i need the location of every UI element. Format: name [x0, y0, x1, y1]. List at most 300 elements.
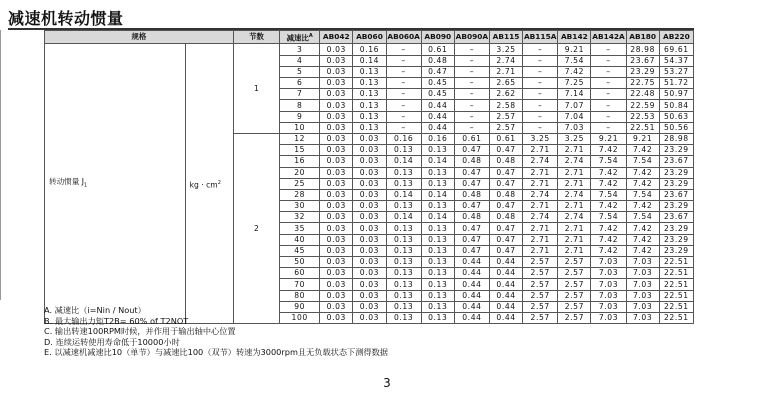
value-cell: 7.03 — [626, 279, 659, 290]
footnote: D. 连续运转使用寿命低于10000小时 — [44, 336, 180, 347]
value-cell: 2.57 — [523, 257, 558, 268]
ratio-cell: 5 — [280, 66, 320, 77]
value-cell: – — [454, 122, 489, 133]
value-cell: 0.13 — [386, 312, 421, 323]
value-cell: 2.71 — [523, 167, 558, 178]
ratio-cell: 10 — [280, 122, 320, 133]
value-cell: 2.57 — [489, 122, 522, 133]
value-cell: 0.03 — [320, 201, 353, 212]
value-cell: 0.13 — [386, 279, 421, 290]
spec-label-sub: 1 — [84, 182, 88, 189]
value-cell: 0.13 — [386, 223, 421, 234]
value-cell: 0.03 — [353, 301, 386, 312]
value-cell: 0.61 — [421, 44, 454, 55]
model-header: AB090 — [421, 31, 454, 44]
value-cell: 0.13 — [421, 234, 454, 245]
value-cell: 7.03 — [626, 312, 659, 323]
model-header: AB042 — [320, 31, 353, 44]
value-cell: 0.03 — [320, 133, 353, 144]
value-cell: 2.62 — [489, 89, 522, 100]
inertia-table — [44, 30, 694, 324]
value-cell: 22.51 — [659, 268, 693, 279]
value-cell: 0.03 — [320, 245, 353, 256]
value-cell: – — [454, 78, 489, 89]
value-cell: 7.03 — [591, 279, 626, 290]
value-cell: 0.44 — [489, 279, 522, 290]
value-cell: 22.51 — [659, 312, 693, 323]
value-cell: 0.03 — [353, 312, 386, 323]
value-cell: 2.57 — [523, 290, 558, 301]
value-cell: 0.44 — [421, 100, 454, 111]
value-cell: 0.03 — [320, 301, 353, 312]
value-cell: – — [454, 111, 489, 122]
value-cell: 0.47 — [454, 234, 489, 245]
value-cell: 23.67 — [659, 189, 693, 200]
value-cell: 22.51 — [626, 122, 659, 133]
value-cell: 0.44 — [489, 301, 522, 312]
value-cell: 22.51 — [659, 279, 693, 290]
value-cell: 0.03 — [320, 178, 353, 189]
table-row — [45, 44, 694, 55]
value-cell: 2.74 — [523, 156, 558, 167]
value-cell: 0.03 — [320, 212, 353, 223]
value-cell: 2.71 — [558, 201, 591, 212]
value-cell: 0.47 — [489, 234, 522, 245]
value-cell: 0.48 — [454, 212, 489, 223]
ratio-cell: 90 — [280, 301, 320, 312]
model-header: AB090A — [454, 31, 489, 44]
value-cell: – — [523, 78, 558, 89]
value-cell: 23.29 — [659, 234, 693, 245]
value-cell: 22.59 — [626, 100, 659, 111]
value-cell: 7.42 — [591, 178, 626, 189]
value-cell: 0.13 — [353, 89, 386, 100]
value-cell: 0.13 — [386, 178, 421, 189]
value-cell: 0.14 — [386, 156, 421, 167]
value-cell: 0.13 — [353, 111, 386, 122]
value-cell: 0.44 — [454, 301, 489, 312]
margin-rule — [0, 30, 1, 300]
value-cell: – — [454, 66, 489, 77]
value-cell: 0.44 — [489, 257, 522, 268]
value-cell: – — [523, 55, 558, 66]
value-cell: 7.54 — [591, 189, 626, 200]
value-cell: 0.14 — [386, 212, 421, 223]
value-cell: – — [454, 100, 489, 111]
table-header-row — [45, 31, 694, 44]
value-cell: – — [386, 66, 421, 77]
unit-sup: 2 — [217, 179, 221, 186]
value-cell: 2.65 — [489, 78, 522, 89]
value-cell: 0.13 — [421, 279, 454, 290]
value-cell: – — [386, 55, 421, 66]
ratio-cell: 80 — [280, 290, 320, 301]
ratio-cell: 15 — [280, 145, 320, 156]
value-cell: 0.14 — [421, 189, 454, 200]
value-cell: 7.03 — [591, 312, 626, 323]
value-cell: 22.51 — [659, 301, 693, 312]
footnote: C. 输出转速100RPM时候，并作用于输出轴中心位置 — [44, 326, 236, 336]
value-cell: 2.58 — [489, 100, 522, 111]
stage-cell: 2 — [233, 133, 279, 323]
value-cell: – — [386, 100, 421, 111]
value-cell: 0.13 — [421, 312, 454, 323]
value-cell: 2.57 — [523, 268, 558, 279]
value-cell: 2.71 — [523, 223, 558, 234]
value-cell: 0.13 — [386, 234, 421, 245]
value-cell: 3.25 — [558, 133, 591, 144]
value-cell: – — [591, 55, 626, 66]
value-cell: 0.48 — [489, 189, 522, 200]
value-cell: 0.47 — [421, 66, 454, 77]
value-cell: 0.44 — [454, 268, 489, 279]
value-cell: 50.97 — [659, 89, 693, 100]
value-cell: 0.44 — [454, 279, 489, 290]
value-cell: 7.03 — [626, 301, 659, 312]
value-cell: 2.74 — [558, 189, 591, 200]
value-cell: – — [386, 122, 421, 133]
value-cell: 2.57 — [523, 312, 558, 323]
value-cell: – — [386, 89, 421, 100]
value-cell: 7.42 — [591, 223, 626, 234]
table-body — [45, 44, 694, 324]
model-header: AB220 — [659, 31, 693, 44]
value-cell: – — [523, 122, 558, 133]
value-cell: 0.45 — [421, 89, 454, 100]
value-cell: 0.03 — [320, 257, 353, 268]
value-cell: 0.61 — [489, 133, 522, 144]
value-cell: 7.42 — [626, 245, 659, 256]
value-cell: 0.61 — [454, 133, 489, 144]
value-cell: 0.48 — [454, 189, 489, 200]
value-cell: 0.03 — [320, 122, 353, 133]
value-cell: 7.03 — [591, 257, 626, 268]
value-cell: 0.13 — [386, 145, 421, 156]
value-cell: 28.98 — [626, 44, 659, 55]
value-cell: 23.29 — [659, 245, 693, 256]
value-cell: 0.03 — [353, 212, 386, 223]
value-cell: 23.67 — [659, 212, 693, 223]
value-cell: 2.57 — [558, 257, 591, 268]
value-cell: – — [386, 111, 421, 122]
ratio-cell: 40 — [280, 234, 320, 245]
value-cell: 0.13 — [386, 167, 421, 178]
value-cell: 0.47 — [454, 178, 489, 189]
value-cell: 9.21 — [626, 133, 659, 144]
value-cell: 2.57 — [558, 279, 591, 290]
value-cell: 2.71 — [523, 178, 558, 189]
value-cell: 2.74 — [558, 212, 591, 223]
value-cell: – — [591, 66, 626, 77]
value-cell: 0.13 — [353, 66, 386, 77]
value-cell: – — [523, 111, 558, 122]
value-cell: 50.56 — [659, 122, 693, 133]
value-cell: – — [454, 55, 489, 66]
value-cell: 0.13 — [421, 257, 454, 268]
value-cell: 7.42 — [591, 201, 626, 212]
value-cell: 2.57 — [523, 279, 558, 290]
value-cell: 53.27 — [659, 66, 693, 77]
spec-label-cell — [45, 44, 186, 324]
value-cell: 7.42 — [626, 145, 659, 156]
value-cell: 0.14 — [353, 55, 386, 66]
value-cell: 0.44 — [454, 257, 489, 268]
ratio-cell: 30 — [280, 201, 320, 212]
value-cell: 2.71 — [558, 145, 591, 156]
value-cell: 0.13 — [386, 268, 421, 279]
model-header: AB180 — [626, 31, 659, 44]
value-cell: 7.54 — [591, 156, 626, 167]
ratio-cell: 70 — [280, 279, 320, 290]
value-cell: 23.29 — [659, 201, 693, 212]
value-cell: 0.03 — [320, 312, 353, 323]
value-cell: 0.03 — [320, 189, 353, 200]
value-cell: 0.47 — [454, 245, 489, 256]
ratio-cell: 16 — [280, 156, 320, 167]
value-cell: 22.53 — [626, 111, 659, 122]
value-cell: 0.44 — [489, 290, 522, 301]
ratio-header-label: 减速比 — [286, 33, 309, 43]
value-cell: – — [523, 89, 558, 100]
value-cell: 9.21 — [591, 133, 626, 144]
ratio-cell: 9 — [280, 111, 320, 122]
value-cell: 7.42 — [626, 234, 659, 245]
value-cell: 0.48 — [489, 156, 522, 167]
value-cell: – — [523, 44, 558, 55]
value-cell: 0.47 — [489, 201, 522, 212]
value-cell: 7.04 — [558, 111, 591, 122]
value-cell: 0.47 — [454, 201, 489, 212]
value-cell: 7.42 — [591, 145, 626, 156]
value-cell: 0.13 — [353, 100, 386, 111]
model-header: AB060 — [353, 31, 386, 44]
value-cell: 7.42 — [626, 201, 659, 212]
value-cell: 28.98 — [659, 133, 693, 144]
value-cell: 0.03 — [320, 268, 353, 279]
value-cell: 2.57 — [523, 301, 558, 312]
value-cell: 0.47 — [489, 167, 522, 178]
value-cell: 0.44 — [421, 122, 454, 133]
value-cell: 7.54 — [591, 212, 626, 223]
value-cell: 0.03 — [320, 55, 353, 66]
value-cell: 0.47 — [489, 245, 522, 256]
value-cell: 50.84 — [659, 100, 693, 111]
value-cell: 7.03 — [591, 268, 626, 279]
value-cell: 9.21 — [558, 44, 591, 55]
value-cell: 7.42 — [591, 234, 626, 245]
value-cell: 2.71 — [523, 145, 558, 156]
footnote: E. 以减速机减速比10（单节）与减速比100（双节）转速为3000rpm且无负载状态下测得数据 — [44, 347, 388, 357]
ratio-cell: 8 — [280, 100, 320, 111]
value-cell: 54.37 — [659, 55, 693, 66]
value-cell: 0.03 — [320, 78, 353, 89]
value-cell: 3.25 — [489, 44, 522, 55]
value-cell: 23.29 — [626, 66, 659, 77]
value-cell: 2.71 — [523, 245, 558, 256]
value-cell: 0.13 — [386, 257, 421, 268]
value-cell: 0.13 — [386, 245, 421, 256]
value-cell: 0.03 — [320, 66, 353, 77]
value-cell: 2.71 — [523, 201, 558, 212]
ratio-cell: 50 — [280, 257, 320, 268]
value-cell: 0.13 — [421, 301, 454, 312]
ratio-cell: 35 — [280, 223, 320, 234]
value-cell: 7.42 — [591, 167, 626, 178]
value-cell: 23.29 — [659, 178, 693, 189]
value-cell: 0.13 — [386, 301, 421, 312]
value-cell: 7.03 — [626, 290, 659, 301]
value-cell: 0.44 — [489, 268, 522, 279]
value-cell: 23.67 — [626, 55, 659, 66]
value-cell: 7.03 — [626, 268, 659, 279]
value-cell: 0.03 — [353, 279, 386, 290]
value-cell: 0.03 — [353, 145, 386, 156]
value-cell: 0.03 — [353, 133, 386, 144]
value-cell: 23.29 — [659, 167, 693, 178]
value-cell: 0.03 — [320, 290, 353, 301]
value-cell: 0.13 — [353, 122, 386, 133]
value-cell: 2.57 — [558, 268, 591, 279]
value-cell: 22.75 — [626, 78, 659, 89]
value-cell: 7.54 — [626, 189, 659, 200]
ratio-cell: 60 — [280, 268, 320, 279]
value-cell: 22.48 — [626, 89, 659, 100]
value-cell: 7.25 — [558, 78, 591, 89]
ratio-cell: 20 — [280, 167, 320, 178]
value-cell: 22.51 — [659, 257, 693, 268]
value-cell: 7.54 — [626, 156, 659, 167]
value-cell: – — [591, 111, 626, 122]
value-cell: 0.16 — [353, 44, 386, 55]
ratio-cell: 12 — [280, 133, 320, 144]
value-cell: 7.54 — [626, 212, 659, 223]
model-header: AB115 — [489, 31, 522, 44]
value-cell: 0.45 — [421, 78, 454, 89]
value-cell: 0.03 — [320, 111, 353, 122]
value-cell: 0.44 — [454, 312, 489, 323]
value-cell: – — [454, 89, 489, 100]
value-cell: 7.42 — [591, 245, 626, 256]
value-cell: 0.13 — [421, 145, 454, 156]
page-number: 3 — [383, 376, 391, 390]
ratio-cell: 28 — [280, 189, 320, 200]
value-cell: 0.13 — [421, 245, 454, 256]
value-cell: 0.47 — [454, 167, 489, 178]
value-cell: 2.57 — [558, 312, 591, 323]
ratio-cell: 7 — [280, 89, 320, 100]
value-cell: – — [591, 89, 626, 100]
value-cell: 7.54 — [558, 55, 591, 66]
value-cell: 0.48 — [421, 55, 454, 66]
stage-cell: 1 — [233, 44, 279, 134]
value-cell: 7.42 — [626, 167, 659, 178]
value-cell: 0.16 — [386, 133, 421, 144]
ratio-cell: 100 — [280, 312, 320, 323]
value-cell: 0.44 — [421, 111, 454, 122]
value-cell: 2.74 — [523, 189, 558, 200]
value-cell: 69.61 — [659, 44, 693, 55]
value-cell: 7.03 — [591, 290, 626, 301]
value-cell: 0.14 — [421, 156, 454, 167]
value-cell: 2.71 — [558, 223, 591, 234]
value-cell: 2.71 — [558, 234, 591, 245]
value-cell: 7.42 — [626, 223, 659, 234]
value-cell: 0.13 — [421, 223, 454, 234]
value-cell: 0.03 — [320, 279, 353, 290]
value-cell: 2.71 — [489, 66, 522, 77]
value-cell: 0.03 — [320, 89, 353, 100]
value-cell: 0.13 — [421, 201, 454, 212]
value-cell: 3.25 — [523, 133, 558, 144]
value-cell: 0.03 — [353, 189, 386, 200]
value-cell: 0.16 — [421, 133, 454, 144]
value-cell: – — [454, 44, 489, 55]
page-title: 减速机转动惯量 — [8, 9, 124, 28]
model-header: AB142 — [558, 31, 591, 44]
value-cell: – — [591, 44, 626, 55]
value-cell: 2.71 — [523, 234, 558, 245]
value-cell: 0.03 — [320, 44, 353, 55]
value-cell: 0.03 — [353, 201, 386, 212]
value-cell: 2.71 — [558, 178, 591, 189]
value-cell: 7.03 — [558, 122, 591, 133]
value-cell: 0.03 — [320, 167, 353, 178]
value-cell: 2.57 — [558, 301, 591, 312]
value-cell: 23.67 — [659, 156, 693, 167]
model-header: AB142A — [591, 31, 626, 44]
footnote: B. 最大输出力矩T2B= 60% of T2NOT — [44, 315, 189, 326]
value-cell: – — [523, 100, 558, 111]
value-cell: 0.03 — [353, 156, 386, 167]
value-cell: – — [591, 100, 626, 111]
value-cell: 0.13 — [386, 290, 421, 301]
value-cell: 0.13 — [386, 201, 421, 212]
ratio-cell: 25 — [280, 178, 320, 189]
value-cell: 0.47 — [489, 223, 522, 234]
value-cell: 0.03 — [320, 234, 353, 245]
value-cell: – — [386, 78, 421, 89]
value-cell: 0.03 — [320, 223, 353, 234]
value-cell: 2.71 — [558, 167, 591, 178]
value-cell: 2.74 — [523, 212, 558, 223]
ratio-cell: 4 — [280, 55, 320, 66]
value-cell: 0.03 — [320, 100, 353, 111]
value-cell: 7.14 — [558, 89, 591, 100]
value-cell: 0.03 — [353, 257, 386, 268]
value-cell: 7.42 — [558, 66, 591, 77]
value-cell: 0.48 — [489, 212, 522, 223]
value-cell: – — [591, 122, 626, 133]
value-cell: 7.07 — [558, 100, 591, 111]
value-cell: 7.03 — [626, 257, 659, 268]
value-cell: 0.03 — [353, 178, 386, 189]
value-cell: 23.29 — [659, 145, 693, 156]
value-cell: 0.13 — [421, 290, 454, 301]
value-cell: 0.03 — [353, 268, 386, 279]
spec-header: 规格 — [45, 31, 234, 44]
value-cell: 0.44 — [489, 312, 522, 323]
value-cell: – — [591, 78, 626, 89]
value-cell: 51.72 — [659, 78, 693, 89]
value-cell: 0.13 — [421, 167, 454, 178]
value-cell: 0.47 — [489, 145, 522, 156]
ratio-cell: 32 — [280, 212, 320, 223]
value-cell: 50.63 — [659, 111, 693, 122]
value-cell: 0.44 — [454, 290, 489, 301]
model-header: AB060A — [386, 31, 421, 44]
value-cell: 0.47 — [454, 223, 489, 234]
value-cell: 2.74 — [489, 55, 522, 66]
